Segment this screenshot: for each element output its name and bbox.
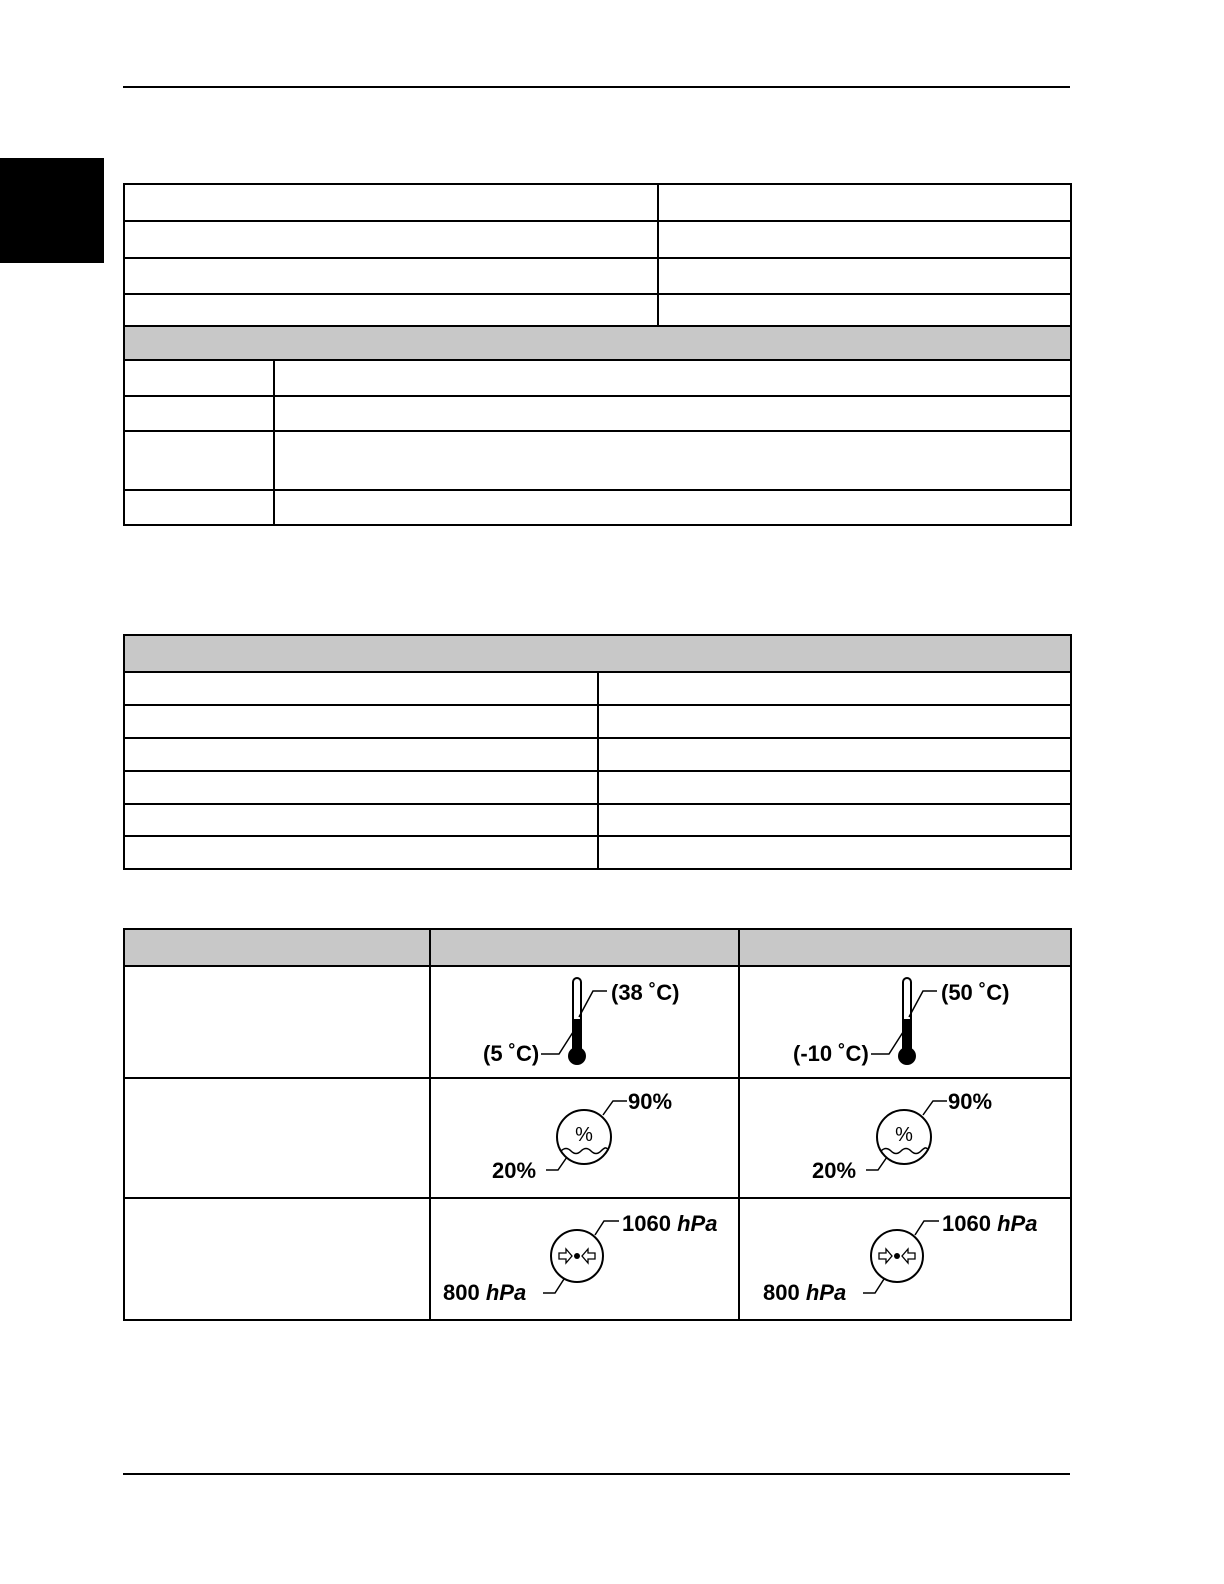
- chapter-tab-marker: [0, 158, 104, 263]
- pressure-min-label: 800 hPa: [763, 1280, 847, 1305]
- arrow-in-left-icon: [902, 1249, 915, 1263]
- spec-table-2: [123, 634, 1072, 870]
- spec-cell: [124, 431, 274, 490]
- environment-table: [123, 928, 1072, 1321]
- arrow-in-right-icon: [879, 1249, 892, 1263]
- spec-cell: [274, 360, 1071, 396]
- temperature-min-label: (-10 ˚C): [793, 1041, 869, 1066]
- storage-humidity-cell: [739, 1078, 1071, 1198]
- operating-pressure-cell: [430, 1198, 739, 1320]
- spec-cell: [124, 705, 598, 738]
- spec-cell: [124, 738, 598, 771]
- footer-rule: [123, 1473, 1070, 1475]
- spec-cell: [124, 804, 598, 836]
- percent-glyph: %: [895, 1124, 913, 1146]
- section-header-row: [124, 326, 1071, 360]
- pressure-max-label: 1060 hPa: [622, 1211, 718, 1236]
- operating-temperature-cell: [430, 966, 739, 1078]
- header-cell-storage: [739, 929, 1071, 966]
- percent-glyph: %: [575, 1124, 593, 1146]
- storage-pressure-cell: [739, 1198, 1071, 1320]
- spec-cell: [124, 221, 658, 258]
- humidity-max-label: 90%: [948, 1089, 993, 1114]
- spec-cell: [274, 431, 1071, 490]
- spec-cell: [274, 396, 1071, 431]
- spec-cell: [658, 294, 1071, 326]
- temperature-min-label: (5 ˚C): [483, 1041, 540, 1066]
- spec-cell: [598, 804, 1071, 836]
- spec-table-1: [123, 183, 1072, 526]
- temperature-max-label: (38 ˚C): [611, 980, 680, 1005]
- spec-cell: [598, 672, 1071, 705]
- header-rule: [123, 86, 1070, 88]
- humidity-min-label: 20%: [492, 1158, 537, 1183]
- pressure-icon: [740, 1199, 1068, 1314]
- spec-cell: [658, 184, 1071, 221]
- arrow-in-left-icon: [582, 1249, 595, 1263]
- spec-cell: [658, 258, 1071, 294]
- pressure-min-label: 800 hPa: [443, 1280, 527, 1305]
- thermometer-icon: [740, 967, 1068, 1072]
- header-cell-operating: [430, 929, 739, 966]
- arrow-in-right-icon: [559, 1249, 572, 1263]
- spec-cell: [124, 258, 658, 294]
- spec-cell: [124, 360, 274, 396]
- header-cell: [124, 929, 430, 966]
- spec-cell: [598, 738, 1071, 771]
- spec-cell: [658, 221, 1071, 258]
- row-label-pressure: [124, 1198, 430, 1320]
- spec-cell: [124, 490, 274, 525]
- spec-cell: [124, 672, 598, 705]
- spec-cell: [124, 771, 598, 804]
- spec-cell: [124, 396, 274, 431]
- spec-cell: [598, 836, 1071, 869]
- humidity-icon: [740, 1079, 1068, 1192]
- humidity-min-label: 20%: [812, 1158, 857, 1183]
- operating-humidity-cell: [430, 1078, 739, 1198]
- thermometer-icon: [431, 967, 736, 1072]
- pressure-icon: [431, 1199, 736, 1314]
- row-label-temperature: [124, 966, 430, 1078]
- row-label-humidity: [124, 1078, 430, 1198]
- temperature-max-label: (50 ˚C): [941, 980, 1010, 1005]
- spec-cell: [124, 836, 598, 869]
- spec-cell: [124, 294, 658, 326]
- spec-cell: [124, 184, 658, 221]
- pressure-max-label: 1060 hPa: [942, 1211, 1038, 1236]
- section-header-row: [124, 635, 1071, 672]
- humidity-max-label: 90%: [628, 1089, 673, 1114]
- humidity-icon: [431, 1079, 736, 1192]
- spec-cell: [598, 771, 1071, 804]
- storage-temperature-cell: [739, 966, 1071, 1078]
- spec-cell: [274, 490, 1071, 525]
- spec-cell: [598, 705, 1071, 738]
